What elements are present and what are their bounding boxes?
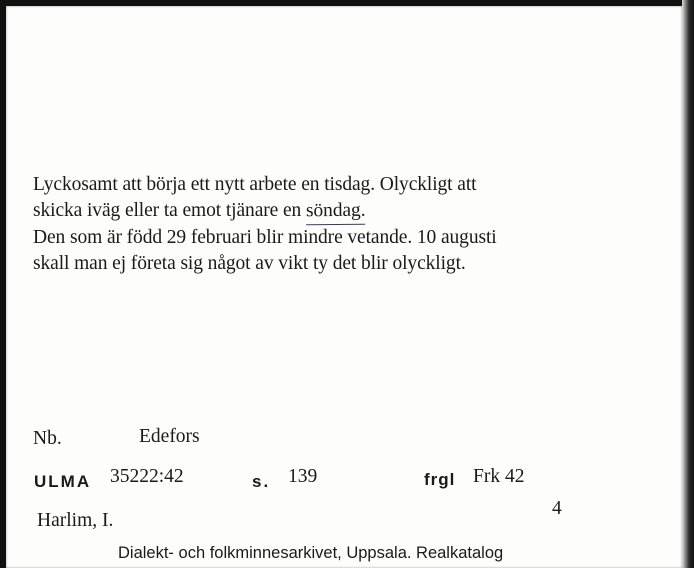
index-card — [6, 6, 682, 568]
informant-name: Harlim, I. — [37, 510, 114, 531]
card-body-text — [33, 172, 673, 277]
text-line-2-start: skicka iväg eller ta emot tjänare en — [33, 200, 302, 221]
archive-label: ULMA — [34, 472, 92, 491]
page-label: s. — [252, 472, 271, 491]
question-label: frgl — [424, 470, 456, 489]
text-line-4: skall man ej företa sig något av vikt ty det blir olyckligt. — [33, 253, 466, 274]
card-number: 4 — [552, 498, 562, 519]
card-scan-edge — [682, 0, 694, 568]
text-line-1: Lyckosamt att börja ett nytt arbete en tisdag. Olyckligt att — [33, 174, 477, 195]
archive-footer: Dialekt- och folkminnesarkivet, Uppsala. Realkatalog — [118, 544, 504, 562]
question-value: Frk 42 — [473, 466, 525, 487]
page-number: 139 — [288, 466, 318, 487]
archive-number: 35222:42 — [110, 466, 184, 487]
text-line-3: Den som är född 29 februari blir mindre vetande. 10 augusti — [33, 227, 497, 248]
nb-label: Nb. — [33, 428, 62, 449]
place-name: Edefors — [139, 426, 200, 447]
text-line-2 — [33, 198, 673, 225]
underlined-word: söndag. — [306, 198, 366, 226]
